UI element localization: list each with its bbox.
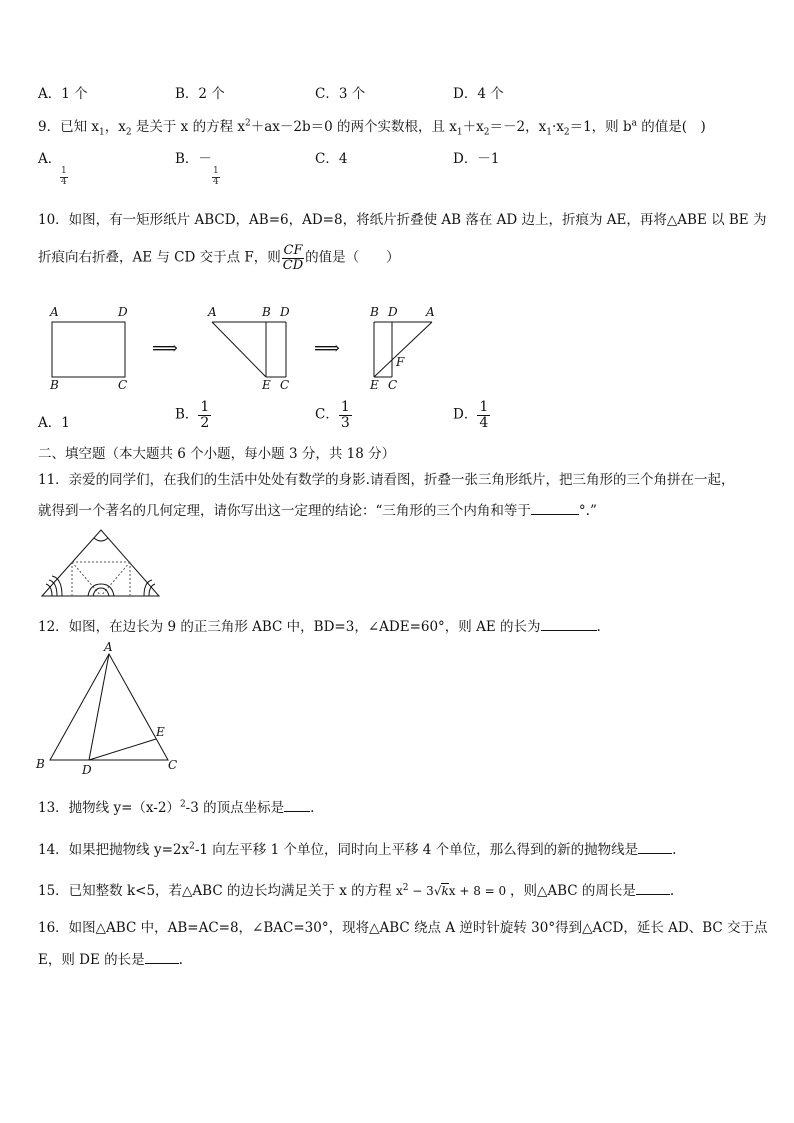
q11-triangle-figure <box>40 528 162 600</box>
q12-segment-ad <box>89 654 109 760</box>
q9-option-b: B．－ $\frac{1}{4}$ <box>175 151 219 187</box>
fig2-label-d: D <box>280 305 290 319</box>
q12-triangle-figure <box>34 640 184 778</box>
q12-triangle-abc <box>50 654 168 760</box>
q10-option-b-fraction: $\frac{1}{2}$ <box>200 399 210 431</box>
q11-triangle <box>42 530 159 596</box>
q8-option-c: C．3 个 <box>315 86 366 102</box>
q12-label-d: D <box>82 763 92 777</box>
fig1-label-d: D <box>118 305 128 319</box>
q8-option-a: A．1 个 <box>38 86 88 102</box>
q15-question: 15．已知整数 k<5，若△ABC 的边长均满足关于 x 的方程 $x^2 - 3√kx + 8 = 0$ ，则△ABC 的周长是 . <box>38 883 675 899</box>
fig2-label-b: B <box>262 305 271 319</box>
q13-answer-blank[interactable] <box>284 810 310 812</box>
q11-line2: 就得到一个著名的几何定理，请你写出这一定理的结论：“三角形的三个内角和等于 °.” <box>38 503 597 519</box>
q9-question: 9．已知 $x_1$，$x_2$ 是关于 x 的方程 $x^2+ax-2b=0$ 的两个实数根，且 $x_1+x_2=-2$，$x_1\cdot x_2=1$，则 $b^a$ 的值是( ) <box>38 118 706 138</box>
q12-question: 12．如图，在边长为 9 的正三角形 ABC 中，BD=3，∠ADE=60°，则 AE 的长为 . <box>38 619 601 635</box>
q10-option-b: B． $\frac{1}{2}$ <box>175 399 210 431</box>
q11-line1: 11．亲爱的同学们，在我们的生活中处处有数学的身影.请看图，折叠一张三角形纸片，把三角形的三个角拼在一起， <box>38 472 735 488</box>
fig2-label-c: C <box>280 378 290 392</box>
q10-line2: 折痕向右折叠，AE 与 CD 交于点 F，则 $\frac{CF}{CD}$ 的值是（ ） <box>38 243 400 273</box>
fig2-label-e: E <box>262 378 271 392</box>
q10-option-a: A．1 <box>38 415 70 431</box>
q12-label-b: B <box>36 757 45 771</box>
q12-label-e: E <box>156 725 165 739</box>
q15-equation: $x^2 - 3√kx + 8 = 0$ <box>395 883 507 898</box>
q11-answer-blank[interactable] <box>531 513 579 515</box>
q12-label-c: C <box>168 758 178 772</box>
q9-option-d: D．－1 <box>453 151 500 167</box>
q11-fold-diag-left <box>72 562 101 596</box>
q8-option-b: B．2 个 <box>175 86 225 102</box>
q10-option-d-fraction: $\frac{1}{4}$ <box>479 399 489 431</box>
fig1-label-b: B <box>50 378 59 392</box>
q16-line1: 16．如图△ABC 中，AB=AC=8，∠BAC=30°，现将△ABC 绕点 A 逆时针旋转 30°得到△ACD，延长 AD、BC 交于点 <box>38 920 768 936</box>
q11-apex-arc <box>94 538 108 541</box>
q9-option-b-fraction: $\frac{1}{4}$ <box>213 166 219 187</box>
q11-center-arc-1 <box>88 584 114 596</box>
q9-option-a: A． $\frac{1}{4}$ <box>38 151 67 187</box>
q10-option-c: C． $\frac{1}{3}$ <box>315 399 350 431</box>
q14-answer-blank[interactable] <box>638 852 672 854</box>
q11-center-arc-2 <box>93 588 109 596</box>
fig3-label-d: D <box>388 305 398 319</box>
fig1-label-a: A <box>50 305 59 319</box>
fig1-label-c: C <box>118 378 128 392</box>
q16-line2: E，则 DE 的长是 . <box>38 952 183 968</box>
q12-label-a: A <box>104 640 113 654</box>
fig3-label-e: E <box>370 378 379 392</box>
q9-option-a-fraction: $\frac{1}{4}$ <box>61 166 67 187</box>
q11-fold-diag-right <box>101 562 130 596</box>
q13-question: 13．抛物线 $y=(x-2)^2-3$ 的顶点坐标是 . <box>38 799 315 816</box>
section-2-heading: 二、填空题（本大题共 6 个小题，每小题 3 分，共 18 分） <box>38 446 396 462</box>
fig2-fold-line <box>212 322 266 377</box>
fig-arrow-1: ⟹ <box>152 338 178 359</box>
q10-line1: 10．如图，有一矩形纸片 ABCD，AB=6，AD=8，将纸片折叠使 AB 落在 AD 边上，折痕为 AE，再将△ABE 以 BE 为 <box>38 212 767 228</box>
q14-question: 14．如果把抛物线 $y=2x^2-1$ 向左平移 1 个单位，同时向上平移 4 个单位，那么得到的新的抛物线是 . <box>38 841 677 858</box>
q10-figures <box>40 300 460 395</box>
fig3-label-c: C <box>388 378 398 392</box>
q12-segment-de <box>89 739 156 760</box>
q10-option-c-fraction: $\frac{1}{3}$ <box>340 399 350 431</box>
q16-answer-blank[interactable] <box>145 962 179 964</box>
q15-answer-blank[interactable] <box>636 893 670 895</box>
fig2-label-a: A <box>208 305 217 319</box>
fig3-label-f: F <box>396 355 405 369</box>
q9-option-c: C．4 <box>315 151 348 167</box>
q10-option-d: D． $\frac{1}{4}$ <box>453 399 489 431</box>
q12-answer-blank[interactable] <box>541 629 597 631</box>
q8-option-d: D．4 个 <box>453 86 504 102</box>
sqrt-icon: √ <box>433 884 442 898</box>
fig3-label-a: A <box>426 305 435 319</box>
fig-arrow-2: ⟹ <box>314 338 340 359</box>
fig3-label-b: B <box>370 305 379 319</box>
fig1-rectangle <box>52 322 125 377</box>
q10-fraction: $\frac{CF}{CD}$ <box>282 243 304 273</box>
